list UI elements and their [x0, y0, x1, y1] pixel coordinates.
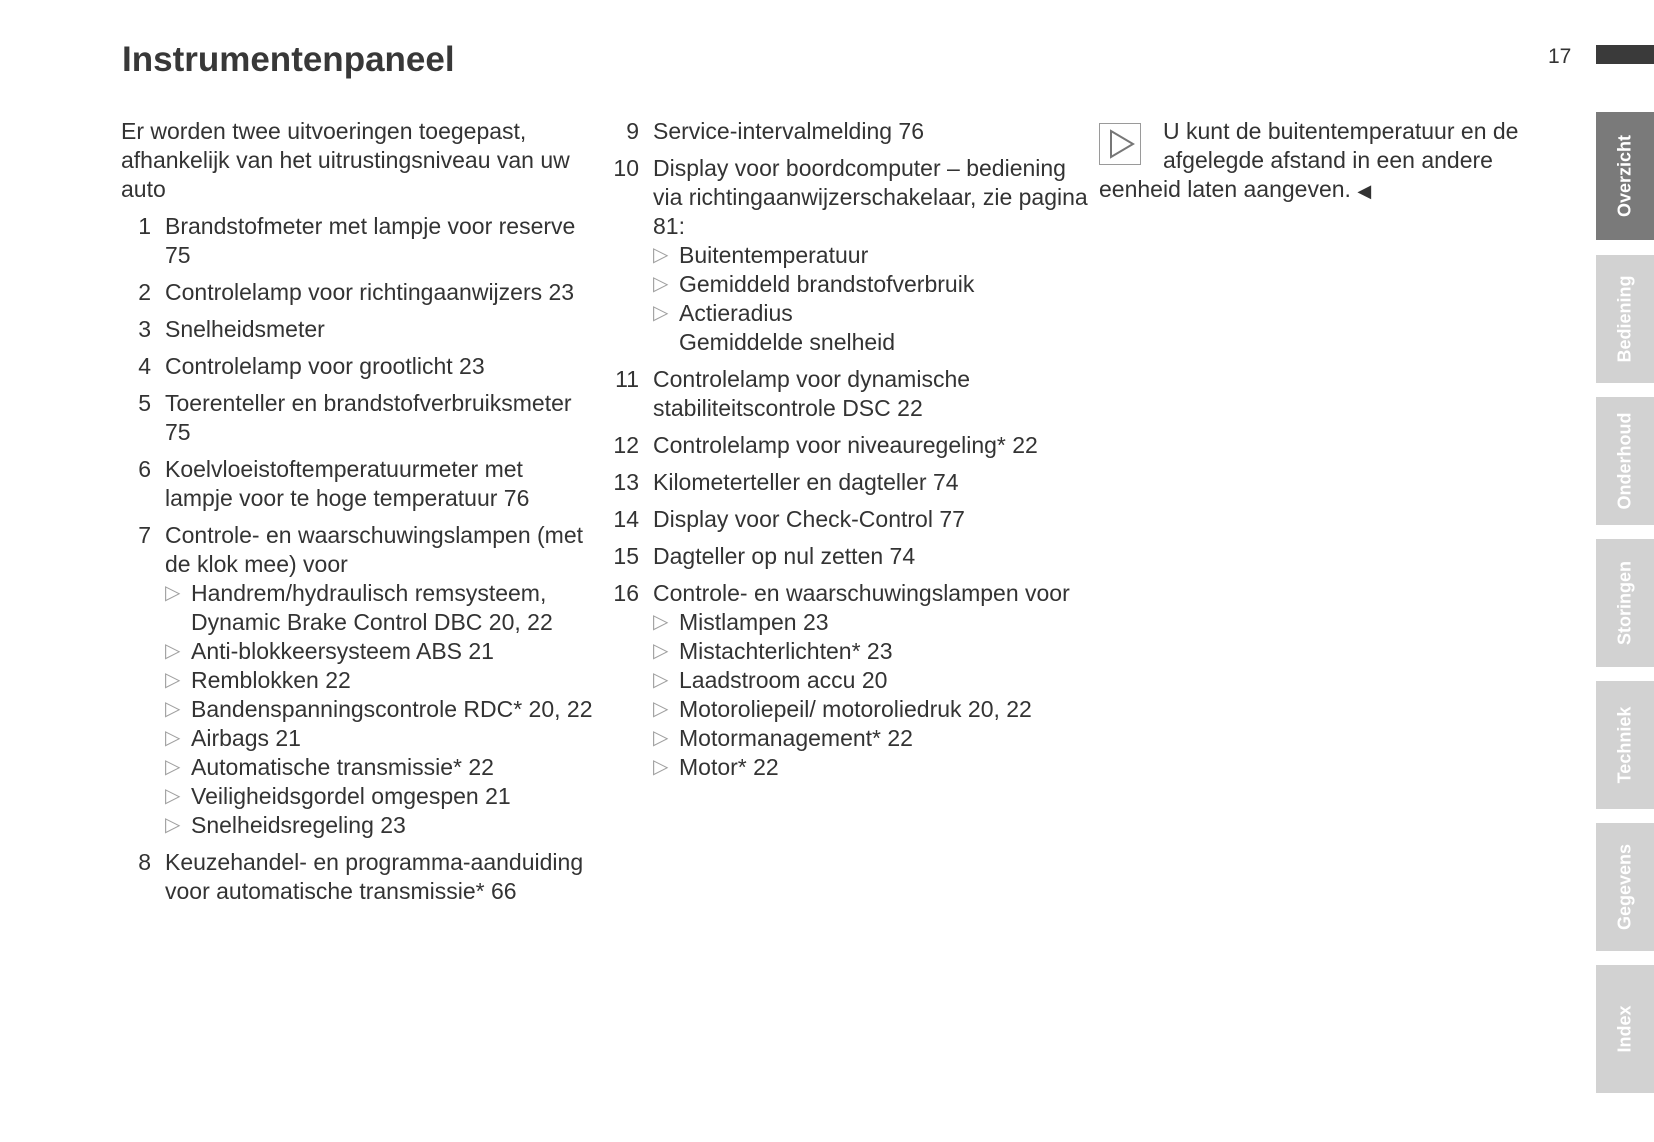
item-number: 15: [613, 543, 639, 569]
sub-item: [165, 637, 596, 666]
sub-item-text: Handrem/hydraulisch remsysteem, Dynamic Brake Control DBC 20, 22: [191, 580, 553, 635]
sub-list: [165, 579, 596, 840]
bullet-triangle-icon: ▷: [165, 698, 181, 720]
item-text: Keuzehandel- en programma-aanduiding voor automatische transmissie* 66: [165, 849, 584, 904]
bullet-triangle-icon: ▷: [653, 756, 669, 778]
sub-item-text: Anti-blokkeersysteem ABS 21: [191, 638, 494, 664]
tab-storingen[interactable]: [1596, 539, 1654, 667]
sub-item-text: Gemiddeld brandstofverbruik: [679, 271, 975, 297]
list-item: [121, 455, 596, 513]
item-number: 3: [138, 316, 151, 342]
item-text: Toerenteller en brandstofverbruiksmeter 75: [165, 390, 572, 445]
item-text: Controle- en waarschuwingslampen (met de klok mee) voor: [165, 522, 584, 577]
bullet-triangle-icon: ▷: [165, 582, 181, 604]
bullet-triangle-icon: ▷: [165, 756, 181, 778]
bullet-triangle-icon: ▷: [653, 273, 669, 295]
item-number: 11: [615, 366, 639, 392]
list-item: [609, 542, 1089, 571]
tab-overzicht[interactable]: [1596, 112, 1654, 240]
sub-item-text: Actieradius: [679, 300, 793, 326]
list-item: [121, 389, 596, 447]
sub-item: [653, 724, 1089, 753]
bullet-triangle-icon: ▷: [653, 244, 669, 266]
bullet-triangle-icon: ▷: [653, 669, 669, 691]
item-number: 1: [138, 213, 151, 239]
item-number: 16: [613, 580, 639, 606]
sub-item-text: Automatische transmissie* 22: [191, 754, 494, 780]
sub-item-text: Gemiddelde snelheid: [679, 329, 896, 355]
bullet-triangle-icon: ▷: [653, 302, 669, 324]
list-item: [121, 521, 596, 840]
column-2: [609, 117, 1089, 790]
sub-list: [653, 608, 1089, 782]
list-item: [609, 154, 1089, 357]
list-item: [609, 117, 1089, 146]
list-item: [609, 431, 1089, 460]
column-3: [1099, 117, 1549, 206]
sub-item-text: Motormanagement* 22: [679, 725, 913, 751]
item-number: 2: [138, 279, 151, 305]
list-item: [121, 848, 596, 906]
item-number: 10: [613, 155, 639, 181]
sub-item-text: Airbags 21: [191, 725, 301, 751]
item-text: Dagteller op nul zetten 74: [653, 543, 916, 569]
item-number: 9: [626, 118, 639, 144]
tab-gegevens[interactable]: [1596, 823, 1654, 951]
item-number: 12: [613, 432, 639, 458]
list-item: [121, 315, 596, 344]
tab-label: Storingen: [1614, 561, 1635, 645]
item-number: 8: [138, 849, 151, 875]
bullet-triangle-icon: ▷: [653, 611, 669, 633]
sub-item: [653, 608, 1089, 637]
end-marker-icon: ◀: [1357, 181, 1372, 201]
sub-item-text: Laadstroom accu 20: [679, 667, 888, 693]
intro-text: Er worden twee uitvoeringen toegepast, afhankelijk van het uitrustingsniveau van uw auto: [121, 118, 570, 202]
bullet-triangle-icon: ▷: [653, 698, 669, 720]
bullet-triangle-icon: ▷: [165, 727, 181, 749]
item-text: Display voor boordcomputer – bediening via richtingaanwijzerschakelaar, zie pagina 81:: [653, 155, 1088, 239]
item-text: Controlelamp voor richtingaanwijzers 23: [165, 279, 575, 305]
list-item: [121, 278, 596, 307]
sub-item: [653, 637, 1089, 666]
item-text: Brandstofmeter met lampje voor reserve 75: [165, 213, 576, 268]
bullet-triangle-icon: ▷: [165, 669, 181, 691]
list-item: [121, 212, 596, 270]
page-number: 17: [1548, 45, 1572, 68]
bullet-triangle-icon: ▷: [165, 640, 181, 662]
sub-item: [165, 782, 596, 811]
sub-item: [653, 666, 1089, 695]
tab-label: Index: [1614, 1005, 1635, 1053]
sub-item-text: Veiligheidsgordel omgespen 21: [191, 783, 511, 809]
sub-item-text: Mistachterlichten* 23: [679, 638, 893, 664]
bullet-triangle-icon: ▷: [653, 640, 669, 662]
sub-item-text: Bandenspanningscontrole RDC* 20, 22: [191, 696, 593, 722]
item-text: Koelvloeistoftemperatuurmeter met lampje voor te hoge temperatuur 76: [165, 456, 530, 511]
numbered-list-2: [609, 117, 1089, 782]
list-item: [609, 365, 1089, 423]
list-item: [609, 468, 1089, 497]
sub-item: [165, 579, 596, 637]
sub-item-text: Motoroliepeil/ motoroliedruk 20, 22: [679, 696, 1032, 722]
sub-item-text: Motor* 22: [679, 754, 779, 780]
tab-label: Onderhoud: [1614, 412, 1635, 510]
item-text: Display voor Check-Control 77: [653, 506, 965, 532]
tab-onderhoud[interactable]: [1596, 397, 1654, 525]
sub-item: [165, 724, 596, 753]
item-number: 6: [138, 456, 151, 482]
bullet-triangle-icon: ▷: [653, 727, 669, 749]
sub-item: [653, 695, 1089, 724]
tab-bediening[interactable]: [1596, 255, 1654, 383]
item-number: 7: [138, 522, 151, 548]
bullet-triangle-icon: ▷: [165, 785, 181, 807]
item-text: Snelheidsmeter: [165, 316, 325, 342]
item-number: 14: [613, 506, 639, 532]
note-box: [1099, 117, 1549, 206]
item-text: Service-intervalmelding 76: [653, 118, 925, 144]
item-number: 13: [613, 469, 639, 495]
item-text: Controlelamp voor niveauregeling* 22: [653, 432, 1038, 458]
item-number: 4: [138, 353, 151, 379]
tab-index[interactable]: [1596, 965, 1654, 1093]
item-text: Kilometerteller en dagteller 74: [653, 469, 959, 495]
item-text: Controlelamp voor dynamische stabiliteitscontrole DSC 22: [653, 366, 971, 421]
sub-item: [165, 753, 596, 782]
note-arrow-icon: [1099, 123, 1141, 165]
item-text: Controlelamp voor grootlicht 23: [165, 353, 485, 379]
sub-item-text: Remblokken 22: [191, 667, 351, 693]
sub-item: [165, 695, 596, 724]
item-number: 5: [138, 390, 151, 416]
tab-label: Overzicht: [1614, 134, 1635, 218]
tab-label: Techniek: [1614, 706, 1635, 784]
tab-label: Bediening: [1614, 275, 1635, 363]
numbered-list-1: [121, 212, 596, 906]
tab-label: Gegevens: [1614, 843, 1635, 931]
side-tabs: [1596, 0, 1654, 1142]
sub-item: [653, 241, 1089, 270]
list-item: [609, 579, 1089, 782]
sub-list: [653, 241, 1089, 357]
sub-item-text: Snelheidsregeling 23: [191, 812, 406, 838]
page-title: Instrumentenpaneel: [122, 40, 455, 79]
bullet-triangle-icon: ▷: [165, 814, 181, 836]
sub-item-text: Buitentemperatuur: [679, 242, 869, 268]
list-item: [121, 352, 596, 381]
item-text: Controle- en waarschuwingslampen voor: [653, 580, 1070, 606]
sub-item: [653, 299, 1089, 328]
sub-item: [165, 666, 596, 695]
tab-techniek[interactable]: [1596, 681, 1654, 809]
list-item: [609, 505, 1089, 534]
sub-item: [653, 753, 1089, 782]
sub-item: [653, 270, 1089, 299]
sub-item-text: Mistlampen 23: [679, 609, 829, 635]
column-1: [121, 117, 596, 914]
note-text: U kunt de buitentemperatuur en de afgelegde afstand in een andere eenheid laten aangeven.: [1099, 118, 1519, 202]
sub-item: [653, 328, 1089, 357]
sub-item: [165, 811, 596, 840]
